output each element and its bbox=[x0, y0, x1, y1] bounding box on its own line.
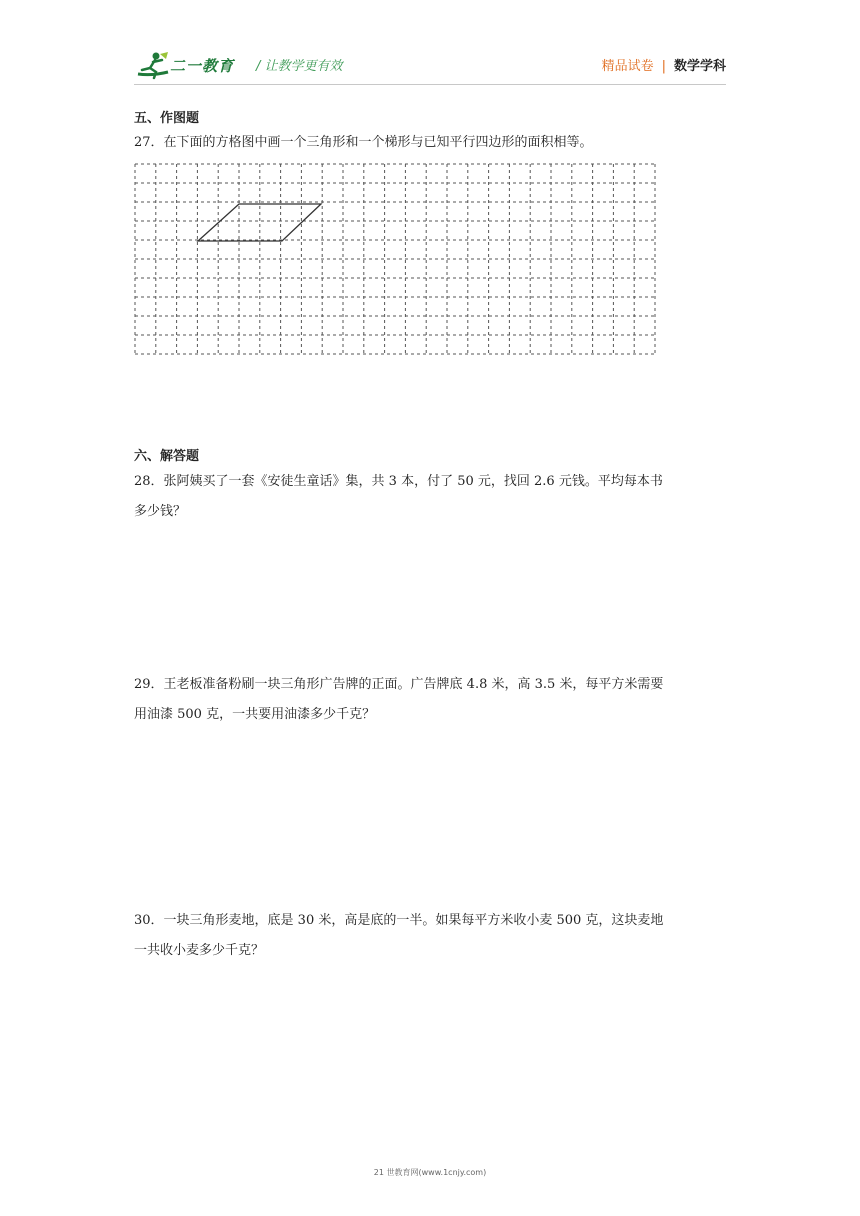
question-30-line-1: 30．一块三角形麦地，底是 30 米，高是底的一半。如果每平方米收小麦 500 克，这块麦地 bbox=[134, 913, 664, 928]
header-separator: | bbox=[661, 59, 666, 74]
question-28-line-1: 28．张阿姨买了一套《安徒生童话》集，共 3 本，付了 50 元，找回 2.6 元钱。平均每本书 bbox=[134, 474, 663, 489]
page-footer: 21 世教育网(www.1cnjy.com) bbox=[373, 1168, 487, 1177]
parallelogram-shape bbox=[198, 204, 321, 241]
question-27: 27．在下面的方格图中画一个三角形和一个梯形与已知平行四边形的面积相等。 bbox=[134, 135, 593, 150]
brand-slogan: / 让教学更有效 bbox=[256, 59, 343, 74]
question-29 bbox=[134, 670, 734, 730]
brand-name: 二一教育 bbox=[170, 57, 235, 75]
question-30-line-2: 一共收小麦多少千克？ bbox=[134, 943, 265, 958]
question-28-line-2: 多少钱？ bbox=[134, 504, 187, 519]
page-header bbox=[0, 0, 860, 90]
question-29-line-1: 29．王老板准备粉刷一块三角形广告牌的正面。广告牌底 4.8 米，高 3.5 米，每平方米需要 bbox=[134, 677, 664, 692]
header-label-subject: 数学学科 bbox=[673, 59, 726, 74]
section-title-drawing: 五、作图题 bbox=[134, 111, 200, 126]
question-28 bbox=[134, 467, 734, 527]
question-30 bbox=[134, 906, 734, 966]
header-divider bbox=[134, 84, 726, 85]
section-title-solving: 六、解答题 bbox=[134, 449, 200, 464]
header-right bbox=[602, 55, 726, 74]
header-label-premium: 精品试卷 bbox=[601, 59, 654, 74]
question-29-line-2: 用油漆 500 克，一共要用油漆多少千克？ bbox=[134, 707, 376, 722]
dotted-grid-figure bbox=[134, 163, 658, 359]
